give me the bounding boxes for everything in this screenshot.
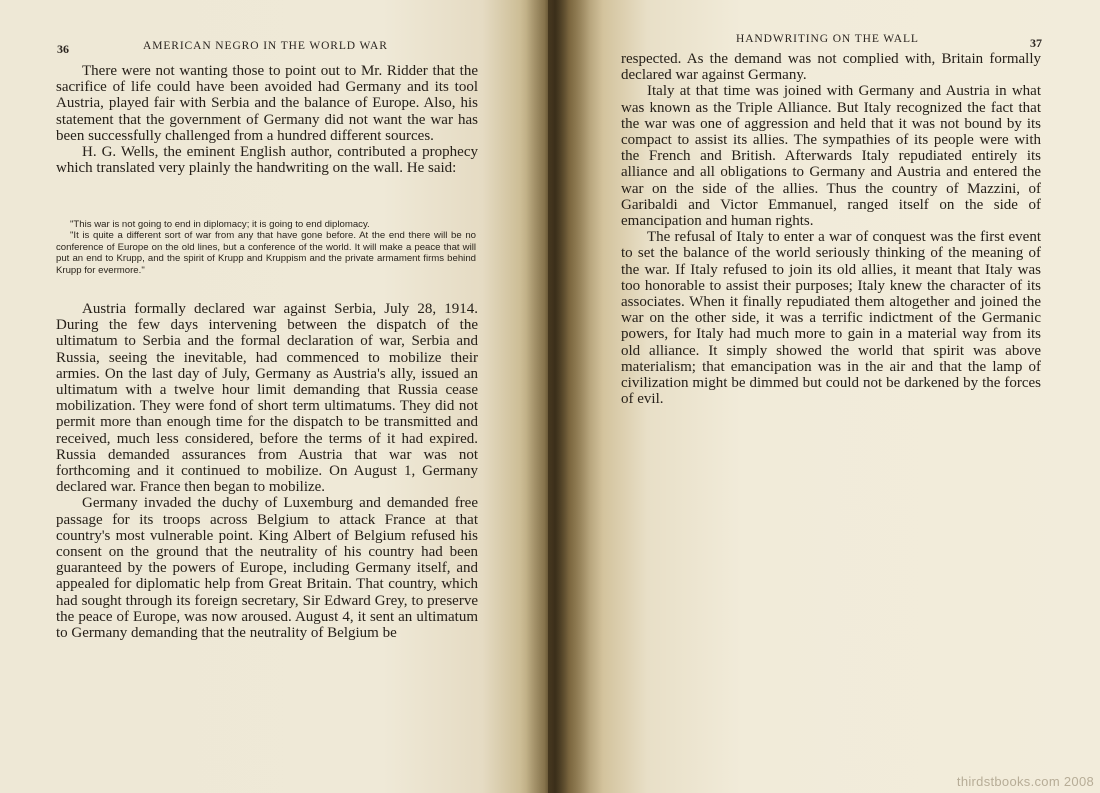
paragraph: Italy at that time was joined with Germany and Austria in what was known as the Triple Alliance. But Italy recognized the fact that the war was one of aggression and held that it was not bound by its compact to assist its allies. The sympathies of its people were with the French and British. Afterwards Italy repudiated entirely its alliance and all obligations to Germany and Austria and entered the war on the side of the allies. Thus the country of Mazzini, of Garibaldi and Victor Emmanuel, ranged itself on the side of emancipation and human rights.: [621, 83, 1041, 230]
paragraph: Germany invaded the duchy of Luxemburg and demanded free passage for its troops across Belgium to attack France at that country's most vulnerable point. King Albert of Belgium refused his consent on the ground that the neutrality of his country had been guaranteed by the powers of Europe, including Germany itself, and appealed for diplomatic help from Great Britain. That country, which had sought through its foreign secretary, Sir Edward Grey, to preserve the peace of Europe, was now aroused. August 4, it sent an ultimatum to Germany demanding that the neutrality of Belgium be: [56, 495, 478, 642]
paragraph: H. G. Wells, the eminent English author, contributed a prophecy which translated very plainly the handwriting on the wall. He said:: [56, 144, 478, 177]
paragraph: Austria formally declared war against Serbia, July 28, 1914. During the few days intervening between the dispatch of the ultimatum to Serbia and the formal declaration of war, Serbia and Russia, seeing the inevitable, had commenced to mobilize their armies. On the last day of July, Germany as Austria's ally, issued an ultimatum with a twelve hour limit demanding that Russia cease mobilization. They were fond of short term ultimatums. They did not permit more than enough time for the dispatch to be transmitted and received, much less considered, before the terms of it had expired. Russia demanded assurances from Austria that war was not forthcoming and it continued to mobilize. On August 1, Germany declared war. France then began to mobilize.: [56, 301, 478, 496]
right-page: [548, 0, 1100, 793]
paragraph: The refusal of Italy to enter a war of conquest was the first event to set the balance of the world seriously thinking of the meaning of the war. If Italy refused to join its old allies, it meant that Italy was too honorable to assist their purposes; Italy knew the character of its associates. When it finally repudiated them altogether and joined the war on the other side, it was a terrific indictment of the Germanic powers, for Italy had much more to gain in a material way from its old alliance. It simply showed the world that spirit was above materialism; that emancipation was in the air and that the lamp of civilization might be dimmed but could not be darkened by the forces of evil.: [621, 229, 1041, 408]
paragraph: There were not wanting those to point out to Mr. Ridder that the sacrifice of life could have been avoided had Germany and its tool Austria, played fair with Serbia and the balance of Europe. Also, his statement that the government of Germany did not want the war has been successfully challenged from a hundred different sources.: [56, 63, 478, 144]
left-page: [0, 0, 548, 793]
watermark: thirdstbooks.com 2008: [956, 774, 1094, 789]
page-number-left: 36: [57, 42, 69, 56]
block-quote: [56, 219, 476, 276]
right-text: [621, 51, 1041, 407]
quote-line: "It is quite a different sort of war from any that have gone before. At the end there will be no conference of Europe on the old lines, but a conference of the world. It will make a peace that will put an end to Krupp, and the spirit of Krupp and Kruppism and the private armament firms behind Krupp for evermore.": [56, 230, 476, 276]
running-head-left: AMERICAN NEGRO IN THE WORLD WAR: [143, 40, 388, 52]
left-text-bottom: [56, 301, 478, 641]
paragraph: respected. As the demand was not complied with, Britain formally declared war against Germany.: [621, 51, 1041, 84]
page-number-right: 37: [1030, 36, 1042, 50]
left-text-top: [56, 63, 478, 176]
running-head-right: HANDWRITING ON THE WALL: [736, 33, 919, 45]
quote-line: "This war is not going to end in diplomacy; it is going to end diplomacy.: [70, 219, 370, 230]
